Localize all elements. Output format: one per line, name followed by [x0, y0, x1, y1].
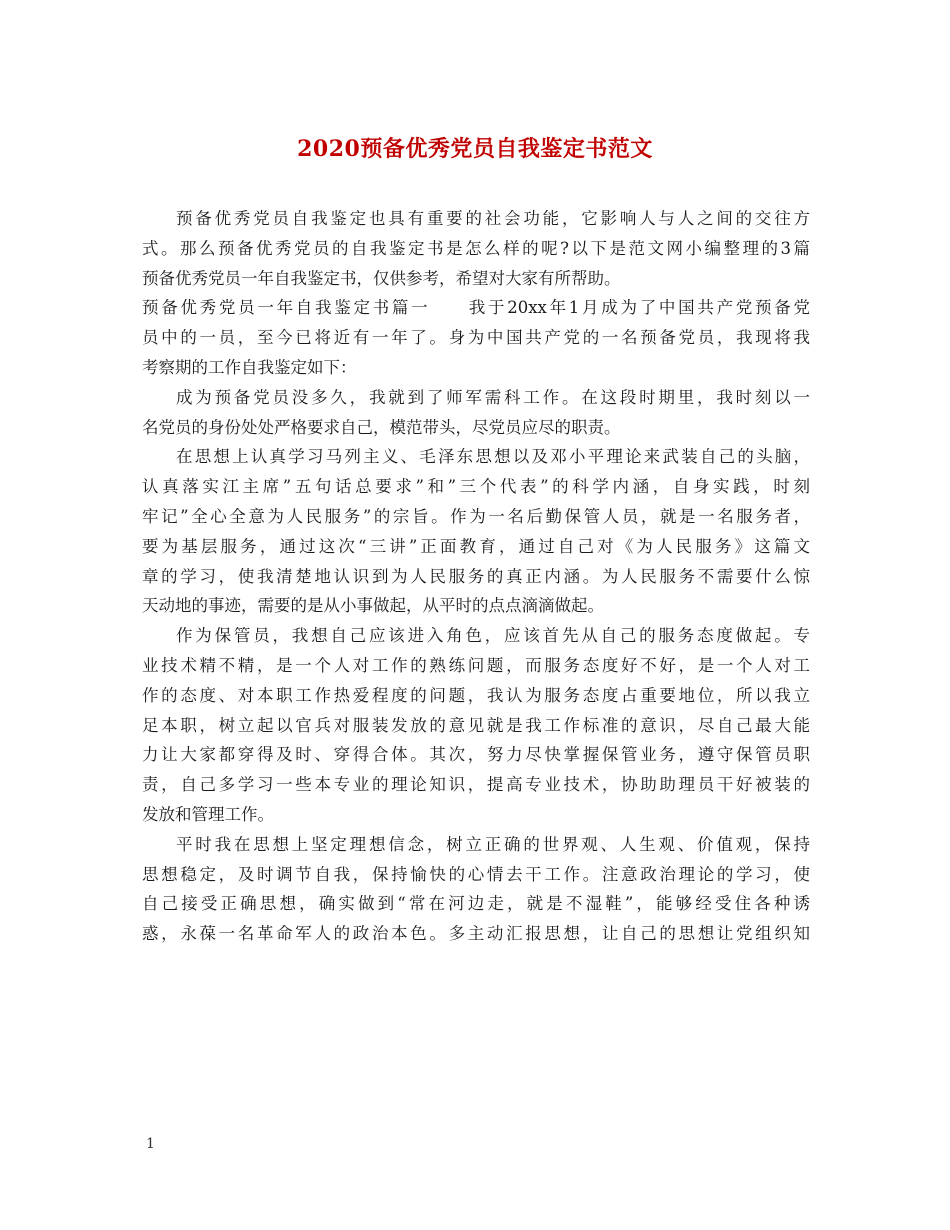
text-line: 思想稳定，及时调节自我，保持愉快的心情去干工作。注意政治理论的学习，使 — [142, 864, 810, 884]
text-line: 要为基层服务，通过这次“三讲”正面教育，通过自己对《为人民服务》这篇文 — [142, 536, 810, 556]
text-line: 考察期的工作自我鉴定如下： — [142, 357, 357, 377]
text-line: 责，自己多学习一些本专业的理论知识，提高专业技术，协助助理员干好被装的 — [142, 775, 810, 795]
page-title: 2020预备优秀党员自我鉴定书范文 — [297, 136, 653, 162]
text-line: 预备优秀党员一年自我鉴定书篇一 我于20xx年1月成为了中国共产党预备党 — [142, 298, 810, 318]
text-line: 牢记”全心全意为人民服务”的宗旨。作为一名后勤保管人员，就是一名服务者， — [142, 506, 810, 526]
text-line: 天动地的事迹，需要的是从小事做起，从平时的点点滴滴做起。 — [142, 596, 604, 616]
text-line: 员中的一员，至今已将近有一年了。身为中国共产党的一名预备党员，我现将我 — [142, 328, 810, 348]
text-line: 发放和管理工作。 — [142, 804, 274, 824]
text-line: 力让大家都穿得及时、穿得合体。其次，努力尽快掌握保管业务，遵守保管员职 — [142, 745, 810, 765]
text-line: 平时我在思想上坚定理想信念，树立正确的世界观、人生观、价值观，保持 — [176, 834, 810, 854]
text-line: 名党员的身份处处严格要求自己，模范带头，尽党员应尽的职责。 — [142, 417, 621, 437]
text-line: 章的学习，使我清楚地认识到为人民服务的真正内涵。为人民服务不需要什么惊 — [142, 566, 810, 586]
document-body — [142, 204, 810, 949]
text-line: 自己接受正确思想，确实做到“常在河边走，就是不湿鞋”，能够经受住各种诱 — [142, 894, 810, 914]
page-number: 1 — [146, 1136, 155, 1152]
text-line: 预备优秀党员一年自我鉴定书，仅供参考，希望对大家有所帮助。 — [142, 268, 621, 288]
text-line: 成为预备党员没多久，我就到了师军需科工作。在这段时期里，我时刻以一 — [176, 387, 810, 407]
text-line: 足本职，树立起以官兵对服装发放的意见就是我工作标准的意识，尽自己最大能 — [142, 715, 810, 735]
text-line: 认真落实江主席”五句话总要求”和”三个代表”的科学内涵，自身实践，时刻 — [142, 477, 810, 497]
text-line: 惑，永葆一名革命军人的政治本色。多主动汇报思想，让自己的思想让党组织知 — [142, 924, 810, 944]
text-line: 式。那么预备优秀党员的自我鉴定书是怎么样的呢?以下是范文网小编整理的3篇 — [142, 238, 810, 258]
text-line: 预备优秀党员自我鉴定也具有重要的社会功能，它影响人与人之间的交往方 — [176, 209, 810, 228]
text-line: 在思想上认真学习马列主义、毛泽东思想以及邓小平理论来武装自己的头脑， — [176, 447, 810, 467]
text-line: 作为保管员，我想自己应该进入角色，应该首先从自己的服务态度做起。专 — [176, 626, 810, 646]
text-line: 业技术精不精，是一个人对工作的熟练问题，而服务态度好不好，是一个人对工 — [142, 655, 810, 675]
text-line: 作的态度、对本职工作热爱程度的问题，我认为服务态度占重要地位，所以我立 — [142, 685, 810, 705]
